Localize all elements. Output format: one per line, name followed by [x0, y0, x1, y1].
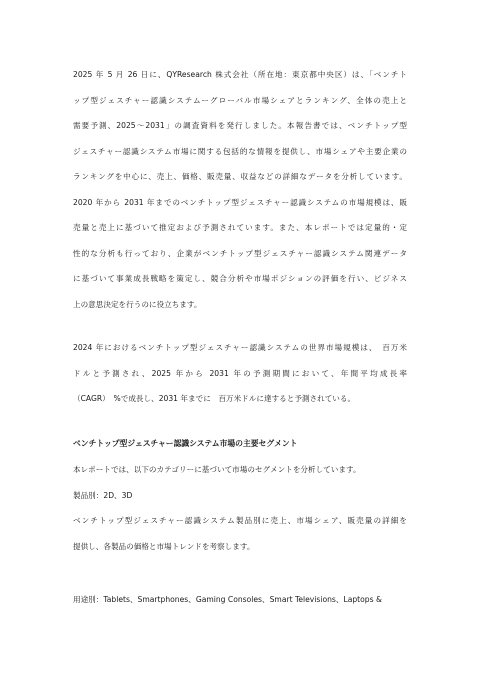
intro-line: 売量と売上に基づいて推定および予測されています。また、本レポートでは定量的・定 [73, 223, 407, 232]
product-line: ベンチトップ型ジェスチャー認識システム製品別に売上、市場シェア、販売量の詳細を [73, 516, 407, 525]
product-type-label: 製品別：2D、3D [73, 491, 133, 500]
intro-line: 上の意思決定を行うのに役立ちます。 [73, 299, 202, 309]
intro-line: に基づいて事業成長戦略を策定し、競合分析や市場ポジションの評価を行い、ビジネス [73, 274, 407, 283]
intro-line: ップ型ジェスチャー認識システムーグローバル市場シェアとランキング、全体の売上と [73, 95, 407, 105]
intro-paragraph [73, 62, 407, 317]
intro-line: 需要予測、2025～2031」の調査資料を発行しました。本報告書では、ベンチトップ型 [73, 121, 407, 130]
intro-line: 2025 年 5 月 26 日に、QYResearch 株式会社（所在地：東京都中央区）は、「ベンチト [73, 70, 407, 79]
intro-line: ランキングを中心に、売上、価格、販売量、収益などの詳細なデータを分析しています。 [73, 172, 407, 181]
market-size-paragraph [73, 335, 407, 412]
application-label: 用途別：Tablets、Smartphones、Gaming Consoles、Smart Televisions、Laptops & [73, 595, 382, 604]
market-line: 2024 年におけるベンチトップ型ジェスチャー認識システムの世界市場規模は、 百万米 [73, 343, 407, 352]
market-line: ドルと予測され、2025 年から 2031 年の予測期間において、年間平均成長率 [73, 368, 407, 378]
intro-line: 性的な分析も行っており、企業がベンチトップ型ジェスチャー認識システム関連データ [73, 248, 407, 258]
segment-intro: 本レポートでは、以下のカテゴリーに基づいて市場のセグメントを分析しています。 [73, 465, 361, 474]
product-line: 提供し、各製品の価格と市場トレンドを考察します。 [73, 541, 255, 551]
intro-line: ジェスチャー認識システム市場に関する包括的な情報を提供し、市場シェアや主要企業の [73, 146, 407, 156]
product-description [73, 508, 407, 559]
intro-line: 2020 年から 2031 年までのベンチトップ型ジェスチャー認識システムの市場規模は、販 [73, 197, 407, 207]
market-line: （CAGR） %で成長し、2031 年までに 百万米ドルに達すると予測されている。 [73, 394, 356, 403]
segment-heading: ベンチトップ型ジェスチャー認識システム市場の主要セグメント [73, 439, 298, 448]
